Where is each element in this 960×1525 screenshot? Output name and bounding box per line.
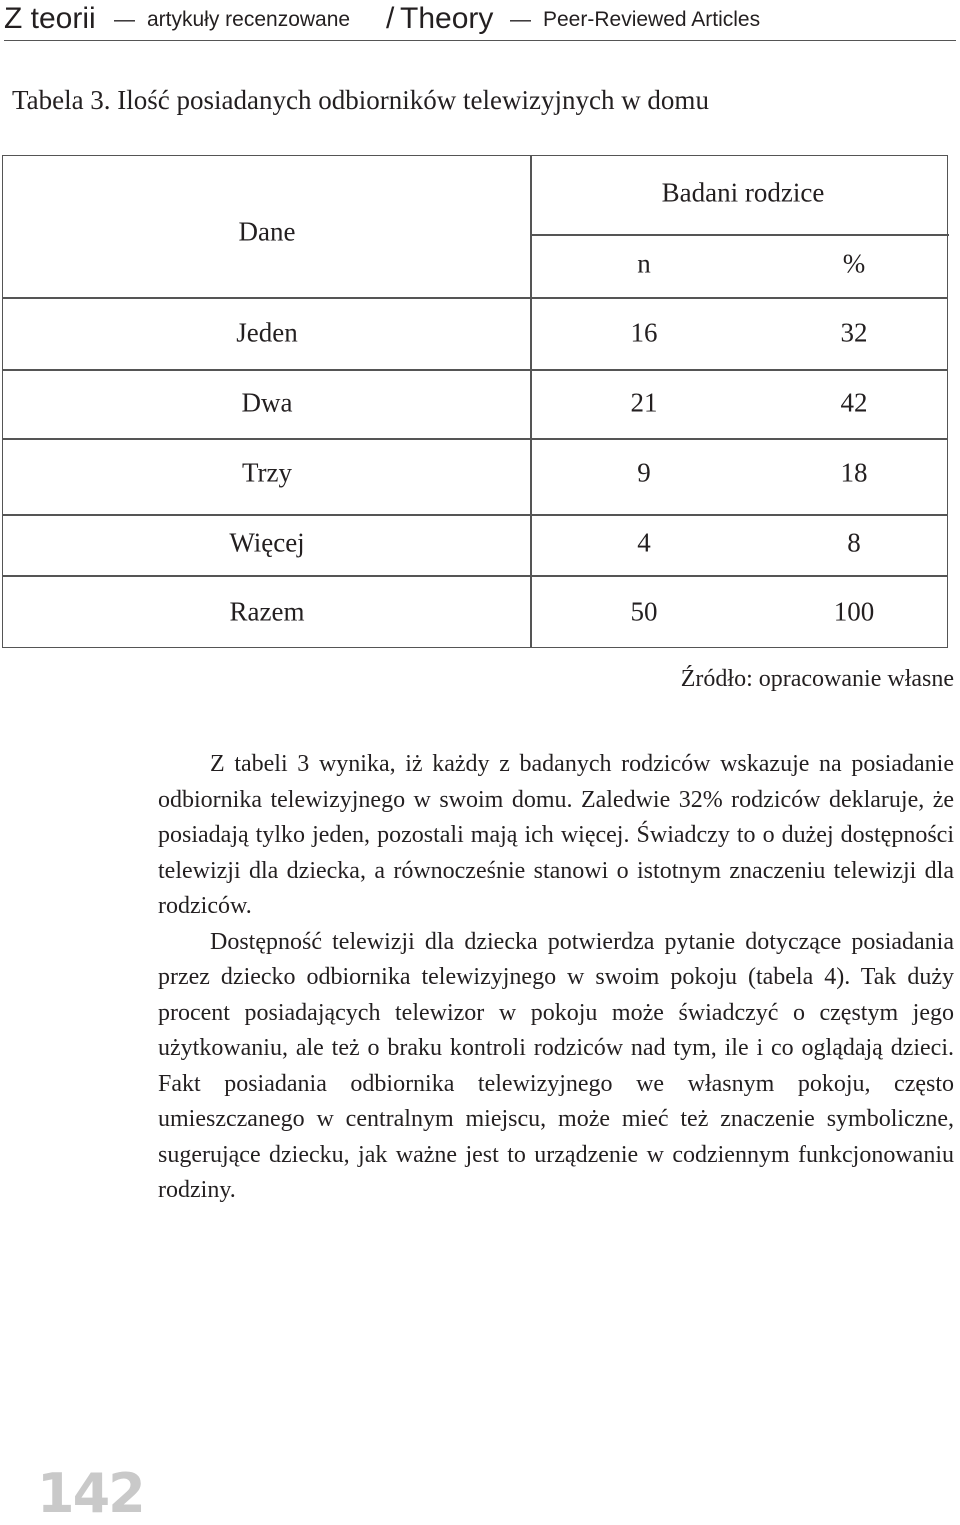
body-text <box>158 747 954 1209</box>
table-row-divider <box>3 575 947 577</box>
table-header-group: Badani rodzice <box>661 177 825 208</box>
table-column-divider <box>530 156 532 647</box>
table-row-divider <box>3 514 947 516</box>
header-section-pl: Z teorii <box>4 2 96 35</box>
table-cell-n: 50 <box>630 596 658 627</box>
page-number: 142 <box>37 1462 144 1525</box>
table-cell-pct: 18 <box>840 457 868 488</box>
table-cell-pct: 8 <box>847 527 861 558</box>
table-row-divider <box>3 369 947 371</box>
header-subtitle-en: Peer-Reviewed Articles <box>543 8 761 31</box>
table-row-divider <box>3 297 947 299</box>
paragraph: Dostępność telewizji dla dziecka potwierdza pytanie dotyczące posiadania przez dziecko odbiornika telewizyjnego w swoim pokoju (tabela 4). Tak duży procent posiadających telewizor w pokoju może świadczyć o częstym jego użytkowaniu, ale też o braku kontroli rodziców nad tym, ile i co oglądają dzieci. Fakt posiadania odbiornika telewizyjnego we własnym pokoju, często umieszczanego w centralnym miejscu, może mieć też znaczenie symboliczne, sugerujące dziecku, jak ważne jest to urządzenie w codziennym funkcjonowaniu rodziny. <box>158 928 954 1203</box>
table-group-divider <box>530 234 949 236</box>
table-cell-label: Dwa <box>241 387 293 418</box>
table-cell-n: 16 <box>630 317 658 348</box>
paragraph: Z tabeli 3 wynika, iż każdy z badanych rodziców wskazuje na posiadanie odbiornika telewizyjnego w swoim domu. Zaledwie 32% rodziców deklaruje, że posiadają tylko jeden, pozostali mają ich więcej. Świadczy to o dużej dostępności telewizji dla dziecka, a równocześnie stanowi o istotnym znaczeniu telewizji dla rodziców. <box>158 751 954 919</box>
table-header-pct: % <box>842 248 866 279</box>
table-cell-pct: 100 <box>833 596 875 627</box>
table-header-n: n <box>637 248 651 279</box>
header-dash-2: — <box>510 8 531 31</box>
table-cell-pct: 32 <box>840 317 868 348</box>
table-caption: Tabela 3. Ilość posiadanych odbiorników telewizyjnych w domu <box>12 85 709 115</box>
table-cell-label: Więcej <box>229 527 305 558</box>
table-cell-pct: 42 <box>840 387 868 418</box>
header-slash: / <box>386 2 395 35</box>
table-cell-label: Razem <box>229 596 305 627</box>
header-subtitle-pl: artykuły recenzowane <box>147 8 351 31</box>
header-section-en: Theory <box>400 2 494 35</box>
table-source: Źródło: opracowanie własne <box>680 666 954 692</box>
running-header <box>4 0 956 41</box>
table-cell-label: Trzy <box>241 457 293 488</box>
table-header-dane: Dane <box>238 216 296 247</box>
data-table <box>2 155 948 648</box>
header-dash-1: — <box>114 8 135 31</box>
table-cell-n: 21 <box>630 387 658 418</box>
table-cell-n: 9 <box>637 457 651 488</box>
table-row-divider <box>3 438 947 440</box>
table-cell-n: 4 <box>637 527 651 558</box>
table-cell-label: Jeden <box>236 317 298 348</box>
